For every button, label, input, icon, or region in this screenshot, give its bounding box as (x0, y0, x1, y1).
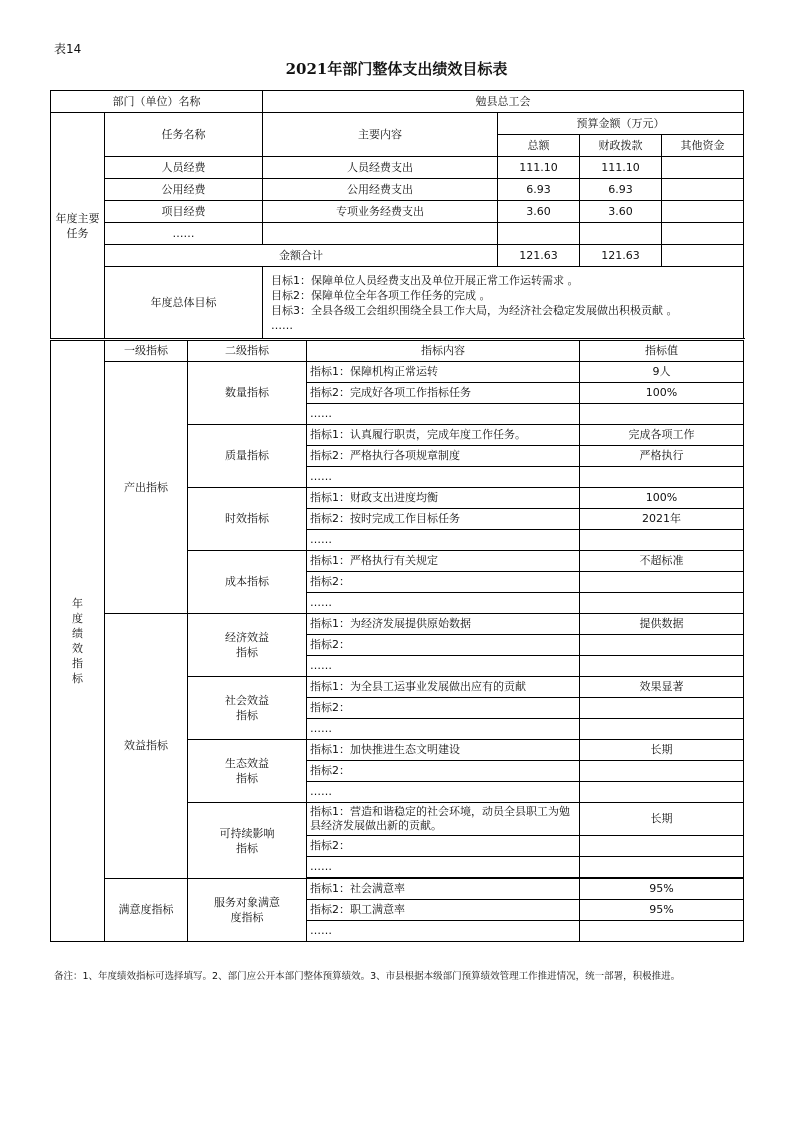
task-name: 项目经费 (105, 201, 263, 223)
indicator-value (580, 836, 744, 857)
indicator-content: …… (307, 719, 580, 740)
content-header: 指标内容 (307, 341, 580, 362)
indicator-content: …… (307, 467, 580, 488)
level2-header: 二级指标 (188, 341, 307, 362)
indicator-value: 长期 (580, 803, 744, 836)
tasks-section-label: 年度主要任务 (51, 113, 105, 339)
indicator-content: 指标1：财政支出进度均衡 (307, 488, 580, 509)
task-row (51, 223, 744, 245)
goal-line: 目标2：保障单位全年各项工作任务的完成 。 (271, 288, 491, 302)
indicator-value (580, 782, 744, 803)
indicator-value: 效果显著 (580, 677, 744, 698)
indicator-value: 完成各项工作 (580, 425, 744, 446)
doc-label: 表14 (54, 42, 82, 56)
indicator-content: 指标1：为经济发展提供原始数据 (307, 614, 580, 635)
indicator-content: 指标1：严格执行有关规定 (307, 551, 580, 572)
task-total: 6.93 (498, 179, 580, 201)
perf-table (50, 340, 744, 942)
indicator-value (580, 404, 744, 425)
indicator-value (580, 656, 744, 677)
indicator-value (580, 635, 744, 656)
ecological-indicator-label: 生态效益指标 (188, 740, 307, 803)
indicator-value (580, 719, 744, 740)
indicator-value: 9人 (580, 362, 744, 383)
indicator-content: …… (307, 404, 580, 425)
cost-indicator-label: 成本指标 (188, 551, 307, 614)
quality-indicator-label: 质量指标 (188, 425, 307, 488)
indicator-value (580, 698, 744, 719)
task-name: 人员经费 (105, 157, 263, 179)
indicator-content: 指标2： (307, 572, 580, 593)
main-content-header: 主要内容 (263, 113, 498, 157)
indicator-value: 100% (580, 383, 744, 404)
task-other (662, 223, 744, 245)
task-row (51, 157, 744, 179)
indicator-value: 长期 (580, 740, 744, 761)
task-content: 人员经费支出 (263, 157, 498, 179)
fiscal-header: 财政拨款 (580, 135, 662, 157)
indicator-value (580, 857, 744, 878)
level1-header: 一级指标 (105, 341, 188, 362)
task-fiscal (580, 223, 662, 245)
indicator-content: 指标2：职工满意率 (307, 900, 580, 921)
goal-line: 目标3：全县各级工会组织围绕全县工作大局，为经济社会稳定发展做出积极贡献 。 (271, 303, 678, 317)
indicator-value: 提供数据 (580, 614, 744, 635)
indicator-value (580, 467, 744, 488)
value-header: 指标值 (580, 341, 744, 362)
dept-name: 勉县总工会 (263, 91, 744, 113)
task-row (51, 201, 744, 223)
total-header: 总额 (498, 135, 580, 157)
task-content: 公用经费支出 (263, 179, 498, 201)
indicator-value (580, 761, 744, 782)
indicator-content: …… (307, 530, 580, 551)
perf-section-label: 年度绩效指标 (51, 341, 105, 942)
goal-line: 目标1：保障单位人员经费支出及单位开展正常工作运转需求 。 (271, 273, 579, 287)
output-indicator-label: 产出指标 (105, 362, 188, 614)
indicator-content: …… (307, 857, 580, 878)
indicator-content: 指标2：严格执行各项规章制度 (307, 446, 580, 467)
sum-fiscal: 121.63 (580, 245, 662, 267)
task-total: 3.60 (498, 201, 580, 223)
page-title: 2021年部门整体支出绩效目标表 (285, 60, 508, 78)
task-fiscal: 6.93 (580, 179, 662, 201)
indicator-content: 指标1：认真履行职责，完成年度工作任务。 (307, 425, 580, 446)
indicator-content: 指标1：加快推进生态文明建设 (307, 740, 580, 761)
indicator-value: 95% (580, 879, 744, 900)
indicator-value: 95% (580, 900, 744, 921)
sum-other (662, 245, 744, 267)
indicator-value: 不超标准 (580, 551, 744, 572)
indicator-content: 指标1：社会满意率 (307, 879, 580, 900)
satisfaction-indicator-label: 满意度指标 (105, 879, 188, 942)
indicator-content: …… (307, 593, 580, 614)
sustainable-indicator-label: 可持续影响指标 (188, 803, 307, 879)
task-other (662, 201, 744, 223)
goals-section-label: 年度总体目标 (105, 267, 263, 339)
sum-label: 金额合计 (105, 245, 498, 267)
footnote: 备注：1、年度绩效指标可选择填写。2、部门应公开本部门整体预算绩效。3、市县根据本级部门预算绩效管理工作推进情况，统一部署，积极推进。 (54, 971, 681, 982)
task-name: …… (105, 223, 263, 245)
benefit-indicator-label: 效益指标 (105, 614, 188, 879)
budget-header: 预算金额（万元） (498, 113, 744, 135)
timeliness-indicator-label: 时效指标 (188, 488, 307, 551)
indicator-value (580, 572, 744, 593)
indicator-value (580, 530, 744, 551)
task-other (662, 157, 744, 179)
task-row (51, 179, 744, 201)
indicator-content: 指标2：完成好各项工作指标任务 (307, 383, 580, 404)
indicator-content: 指标2： (307, 698, 580, 719)
sum-row (51, 245, 744, 267)
task-content (263, 223, 498, 245)
task-other (662, 179, 744, 201)
indicator-value: 100% (580, 488, 744, 509)
indicator-content: 指标1：营造和谐稳定的社会环境，动员全县职工为勉县经济发展做出新的贡献。 (307, 803, 580, 836)
indicator-value (580, 921, 744, 942)
task-content: 专项业务经费支出 (263, 201, 498, 223)
quantity-indicator-label: 数量指标 (188, 362, 307, 425)
indicator-content: …… (307, 656, 580, 677)
task-name: 公用经费 (105, 179, 263, 201)
social-indicator-label: 社会效益指标 (188, 677, 307, 740)
indicator-content: 指标2： (307, 836, 580, 857)
indicator-content: …… (307, 921, 580, 942)
indicator-value: 2021年 (580, 509, 744, 530)
task-name-header: 任务名称 (105, 113, 263, 157)
other-header: 其他资金 (662, 135, 744, 157)
economic-indicator-label: 经济效益指标 (188, 614, 307, 677)
goal-line: …… (271, 318, 293, 332)
task-fiscal: 3.60 (580, 201, 662, 223)
indicator-content: 指标1：为全县工运事业发展做出应有的贡献 (307, 677, 580, 698)
indicator-content: 指标2：按时完成工作目标任务 (307, 509, 580, 530)
tasks-table (50, 90, 744, 339)
task-fiscal: 111.10 (580, 157, 662, 179)
indicator-value (580, 593, 744, 614)
indicator-content: 指标2： (307, 635, 580, 656)
indicator-content: …… (307, 782, 580, 803)
task-total (498, 223, 580, 245)
dept-label: 部门（单位）名称 (51, 91, 263, 113)
indicator-content: 指标2： (307, 761, 580, 782)
indicator-content: 指标1：保障机构正常运转 (307, 362, 580, 383)
service-satisfaction-label: 服务对象满意度指标 (188, 879, 307, 942)
indicator-value: 严格执行 (580, 446, 744, 467)
task-total: 111.10 (498, 157, 580, 179)
sum-total: 121.63 (498, 245, 580, 267)
goals-cell (263, 267, 744, 339)
